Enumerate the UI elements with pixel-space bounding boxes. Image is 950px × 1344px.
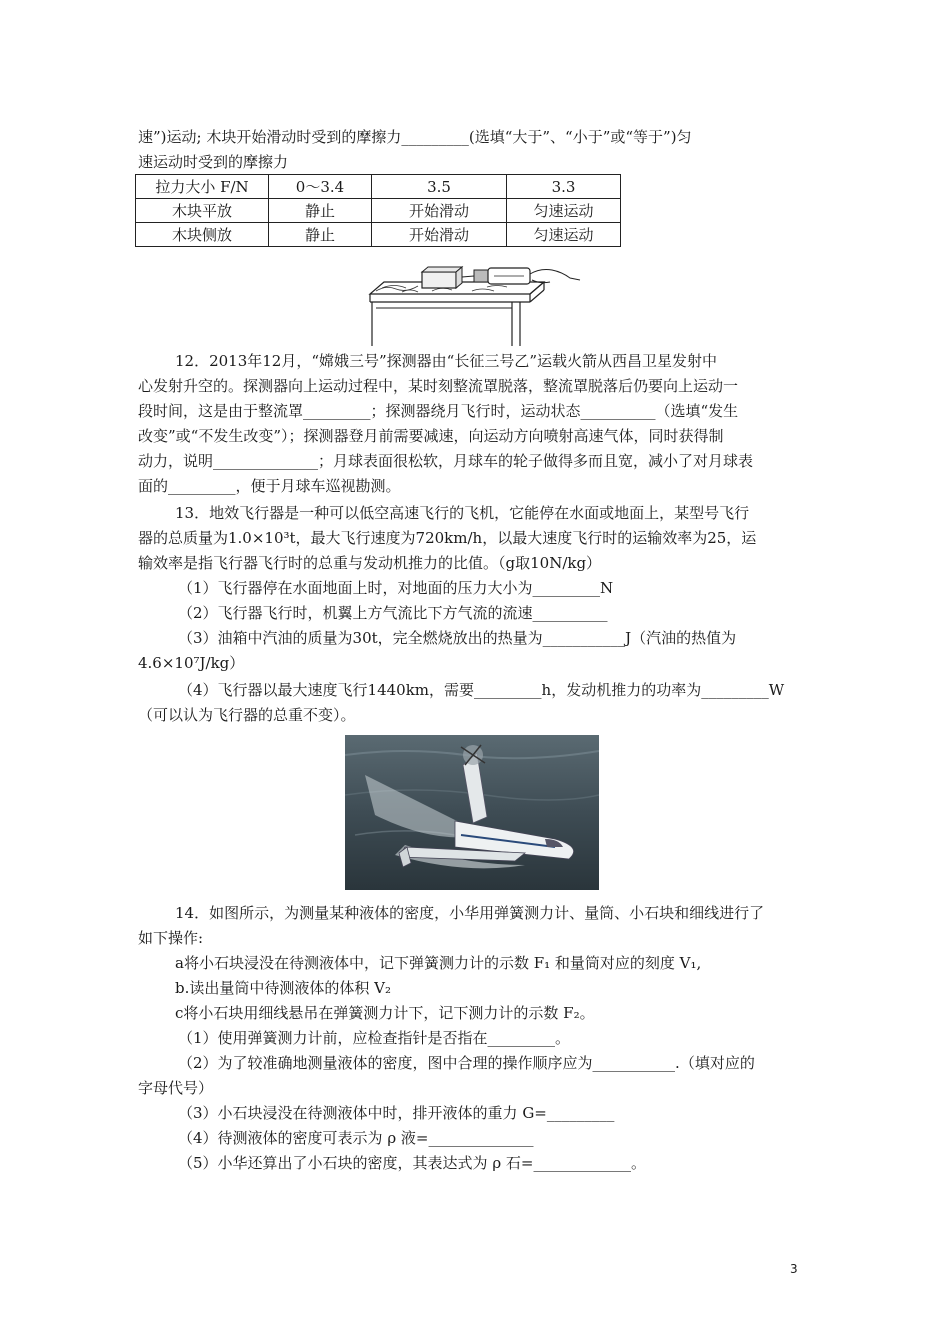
- table-header-cell: 3.5: [372, 175, 507, 199]
- q13-text-line: 输效率是指飞行器飞行时的总重与发动机推力的比值。（g取10N/kg）: [138, 554, 602, 572]
- table-cell: 开始滑动: [372, 223, 507, 247]
- q13-subquestion: （4）飞行器以最大速度飞行1440km，需要_________h，发动机推力的功率为_________W: [178, 681, 785, 699]
- q14-text-line: 如下操作:: [138, 929, 204, 947]
- q13-subquestion: 4.6×10⁷J/kg）: [138, 654, 245, 672]
- q14-step: a将小石块浸没在待测液体中，记下弹簧测力计的示数 F₁ 和量筒对应的刻度 V₁,: [175, 954, 702, 972]
- ground-effect-aircraft-photo: [345, 735, 599, 890]
- q14-text-line: 14．如图所示，为测量某种液体的密度，小华用弹簧测力计、量筒、小石块和细线进行了: [175, 904, 765, 922]
- q14-subquestion: （1）使用弹簧测力计前，应检查指针是否指在_________。: [178, 1029, 571, 1047]
- q12-text-line: 心发射升空的。探测器向上运动过程中，某时刻整流罩脱落，整流罩脱落后仍要向上运动一: [138, 377, 739, 395]
- q14-subquestion: （3）小石块浸没在待测液体中时，排开液体的重力 G=_________: [178, 1104, 615, 1122]
- q13-subquestion: （2）飞行器飞行时，机翼上方气流比下方气流的流速__________: [178, 604, 608, 622]
- q12-text-line: 12．2013年12月，“嫦娥三号”探测器由“长征三号乙”运载火箭从西昌卫星发射中: [175, 352, 718, 370]
- block-on-table-figure: [362, 262, 588, 346]
- table-cell: 开始滑动: [372, 199, 507, 223]
- table-cell: 匀速运动: [507, 223, 621, 247]
- q11-text-line: 速运动时受到的摩擦力: [138, 153, 289, 171]
- q14-step: c将小石块用细线悬吊在弹簧测力计下，记下测力计的示数 F₂。: [175, 1004, 595, 1022]
- q13-subquestion: （可以认为飞行器的总重不变）。: [138, 706, 356, 724]
- q14-subquestion: （2）为了较准确地测量液体的密度，图中合理的操作顺序应为___________.（填对应的: [178, 1054, 755, 1072]
- table-cell: 静止: [269, 199, 372, 223]
- table-header-cell: 3.3: [507, 175, 621, 199]
- q14-subquestion: （4）待测液体的密度可表示为 ρ 液=______________: [178, 1129, 534, 1147]
- page-number: 3: [790, 1262, 798, 1276]
- table-header-cell: 拉力大小 F/N: [136, 175, 269, 199]
- q12-text-line: 动力，说明______________；月球表面很松软，月球车的轮子做得多而且宽，减小了对月球表: [138, 452, 754, 470]
- q11-text-line: 速”)运动; 木块开始滑动时受到的摩擦力_________(选填“大于”、“小于”或“等于”)匀: [138, 128, 692, 146]
- table-cell: 木块平放: [136, 199, 269, 223]
- q14-step: b.读出量筒中待测液体的体积 V₂: [175, 979, 391, 997]
- q12-text-line: 段时间，这是由于整流罩_________；探测器绕月飞行时，运动状态__________（选填“发生: [138, 402, 739, 420]
- q14-subquestion: 字母代号）: [138, 1079, 214, 1097]
- table-row: [136, 199, 621, 223]
- q13-subquestion: （3）油箱中汽油的质量为30t，完全燃烧放出的热量为___________J（汽油的热值为: [178, 629, 737, 647]
- table-cell: 木块侧放: [136, 223, 269, 247]
- q12-text-line: 改变”或“不发生改变”）；探测器登月前需要减速，向运动方向喷射高速气体，同时获得制: [138, 427, 724, 445]
- q12-text-line: 面的_________，便于月球车巡视勘测。: [138, 477, 401, 495]
- table-cell: 静止: [269, 223, 372, 247]
- q13-text-line: 13．地效飞行器是一种可以低空高速飞行的飞机，它能停在水面或地面上，某型号飞行: [175, 504, 750, 522]
- table-header-row: [136, 175, 621, 199]
- q13-subquestion: （1）飞行器停在水面地面上时，对地面的压力大小为_________N: [178, 579, 614, 597]
- friction-data-table: [135, 174, 621, 247]
- q13-text-line: 器的总质量为1.0×10³t，最大飞行速度为720km/h，以最大速度飞行时的运输效率为25，运: [138, 529, 757, 547]
- table-header-cell: 0～3.4: [269, 175, 372, 199]
- table-row: [136, 223, 621, 247]
- table-cell: 匀速运动: [507, 199, 621, 223]
- q14-subquestion: （5）小华还算出了小石块的密度，其表达式为 ρ 石=_____________。: [178, 1154, 646, 1172]
